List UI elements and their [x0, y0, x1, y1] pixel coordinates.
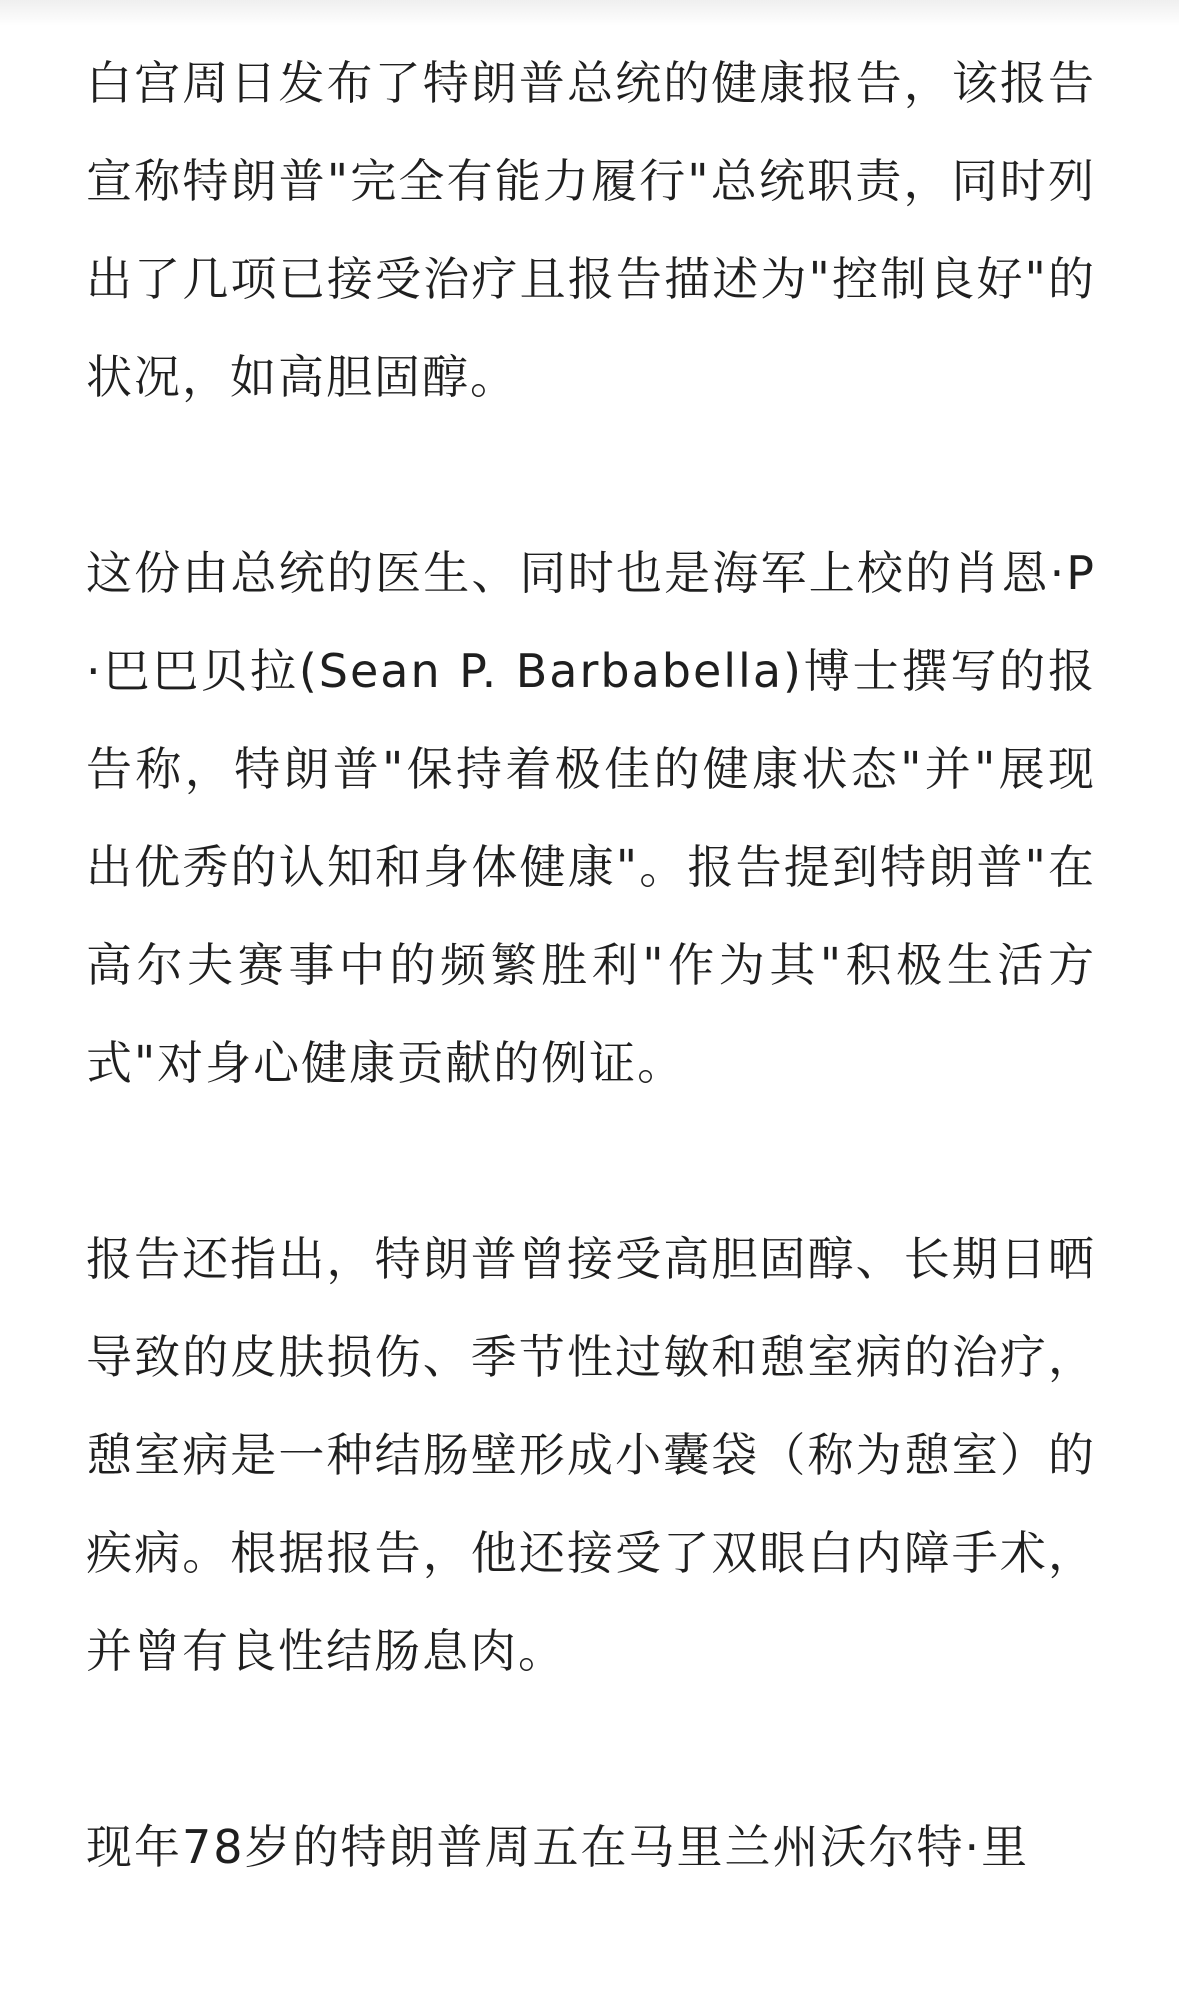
- paragraph-4: 现年78岁的特朗普周五在马里兰州沃尔特·里: [86, 1820, 1030, 1874]
- paragraph-1: 白宫周日发布了特朗普总统的健康报告，该报告宣称特朗普"完全有能力履行"总统职责，同时列出了几项已接受治疗且报告描述为"控制良好"的状况，如高胆固醇。: [86, 56, 1096, 404]
- paragraph-3: 报告还指出，特朗普曾接受高胆固醇、长期日晒导致的皮肤损伤、季节性过敏和憩室病的治疗，憩室病是一种结肠壁形成小囊袋（称为憩室）的疾病。根据报告，他还接受了双眼白内障手术，并曾有良性结肠息肉。: [86, 1232, 1096, 1678]
- article-body: [86, 34, 1096, 1994]
- top-edge-shadow: [0, 0, 1179, 26]
- paragraph-2: 这份由总统的医生、同时也是海军上校的肖恩·P·巴巴贝拉(Sean P. Barbabella)博士撰写的报告称，特朗普"保持着极佳的健康状态"并"展现出优秀的认知和身体健康"。报告提到特朗普"在高尔夫赛事中的频繁胜利"作为其"积极生活方式"对身心健康贡献的例证。: [86, 546, 1096, 1090]
